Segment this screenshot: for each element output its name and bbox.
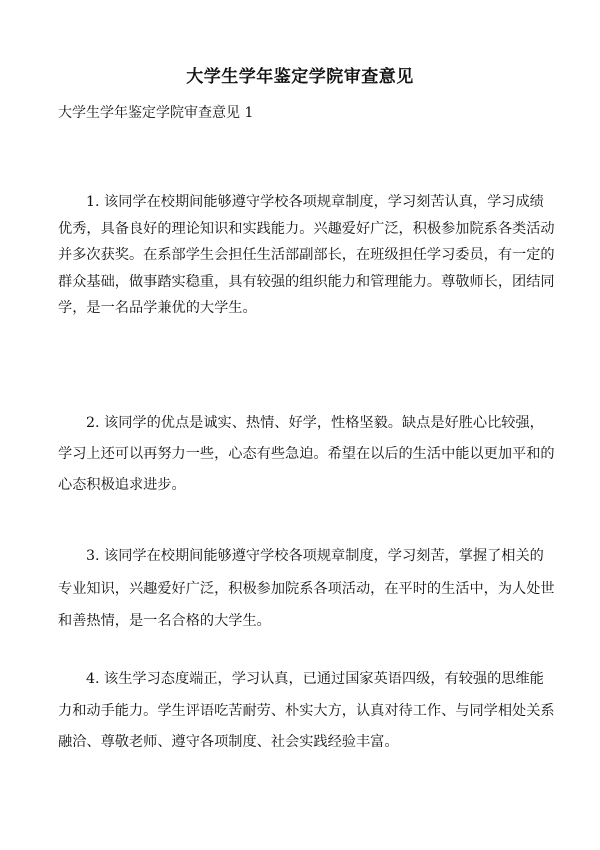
paragraph-line: 和善热情，是一名合格的大学生。 xyxy=(58,613,271,629)
paragraph-line: 群众基础，做事踏实稳重，具有较强的组织能力和管理能力。尊敬师长，团结同 xyxy=(58,273,555,290)
paragraph-line: 心态积极追求进步。 xyxy=(58,477,186,493)
paragraph-line: 3. 该同学在校期间能够遵守学校各项规章制度，学习刻苦，掌握了相关的 xyxy=(86,548,544,564)
paragraph-line: 2. 该同学的优点是诚实、热情、好学，性格坚毅。缺点是好胜心比较强， xyxy=(86,415,544,431)
paragraph-2 xyxy=(58,408,554,501)
paragraph-line: 力和动手能力。学生评语吃苦耐劳、朴实大方，认真对待工作、与同学相处关系 xyxy=(58,702,555,719)
paragraph-line: 学，是一名品学兼优的大学生。 xyxy=(58,300,257,316)
paragraph-1 xyxy=(58,189,554,322)
document-title: 大学生学年鉴定学院审查意见 xyxy=(186,67,414,87)
paragraph-3 xyxy=(58,540,554,638)
paragraph-line: 4. 该生学习态度端正，学习认真，已通过国家英语四级，有较强的思维能 xyxy=(86,671,544,687)
paragraph-line: 融洽、尊敬老师、遵守各项制度、社会实践经验丰富。 xyxy=(58,734,399,750)
paragraph-4 xyxy=(58,664,554,759)
document-subtitle: 大学生学年鉴定学院审查意见 1 xyxy=(58,105,254,121)
paragraph-line: 专业知识，兴趣爱好广泛，积极参加院系各项活动，在平时的生活中，为人处世 xyxy=(58,580,555,597)
paragraph-line: 学习上还可以再努力一些，心态有些急迫。希望在以后的生活中能以更加平和的 xyxy=(58,446,555,462)
paragraph-line: 1. 该同学在校期间能够遵守学校各项规章制度，学习刻苦认真，学习成绩 xyxy=(86,194,544,210)
paragraph-line: 优秀，具备良好的理论知识和实践能力。兴趣爱好广泛，积极参加院系各类活动 xyxy=(58,220,555,237)
paragraph-line: 并多次获奖。在系部学生会担任生活部副部长，在班级担任学习委员，有一定的 xyxy=(58,247,555,263)
